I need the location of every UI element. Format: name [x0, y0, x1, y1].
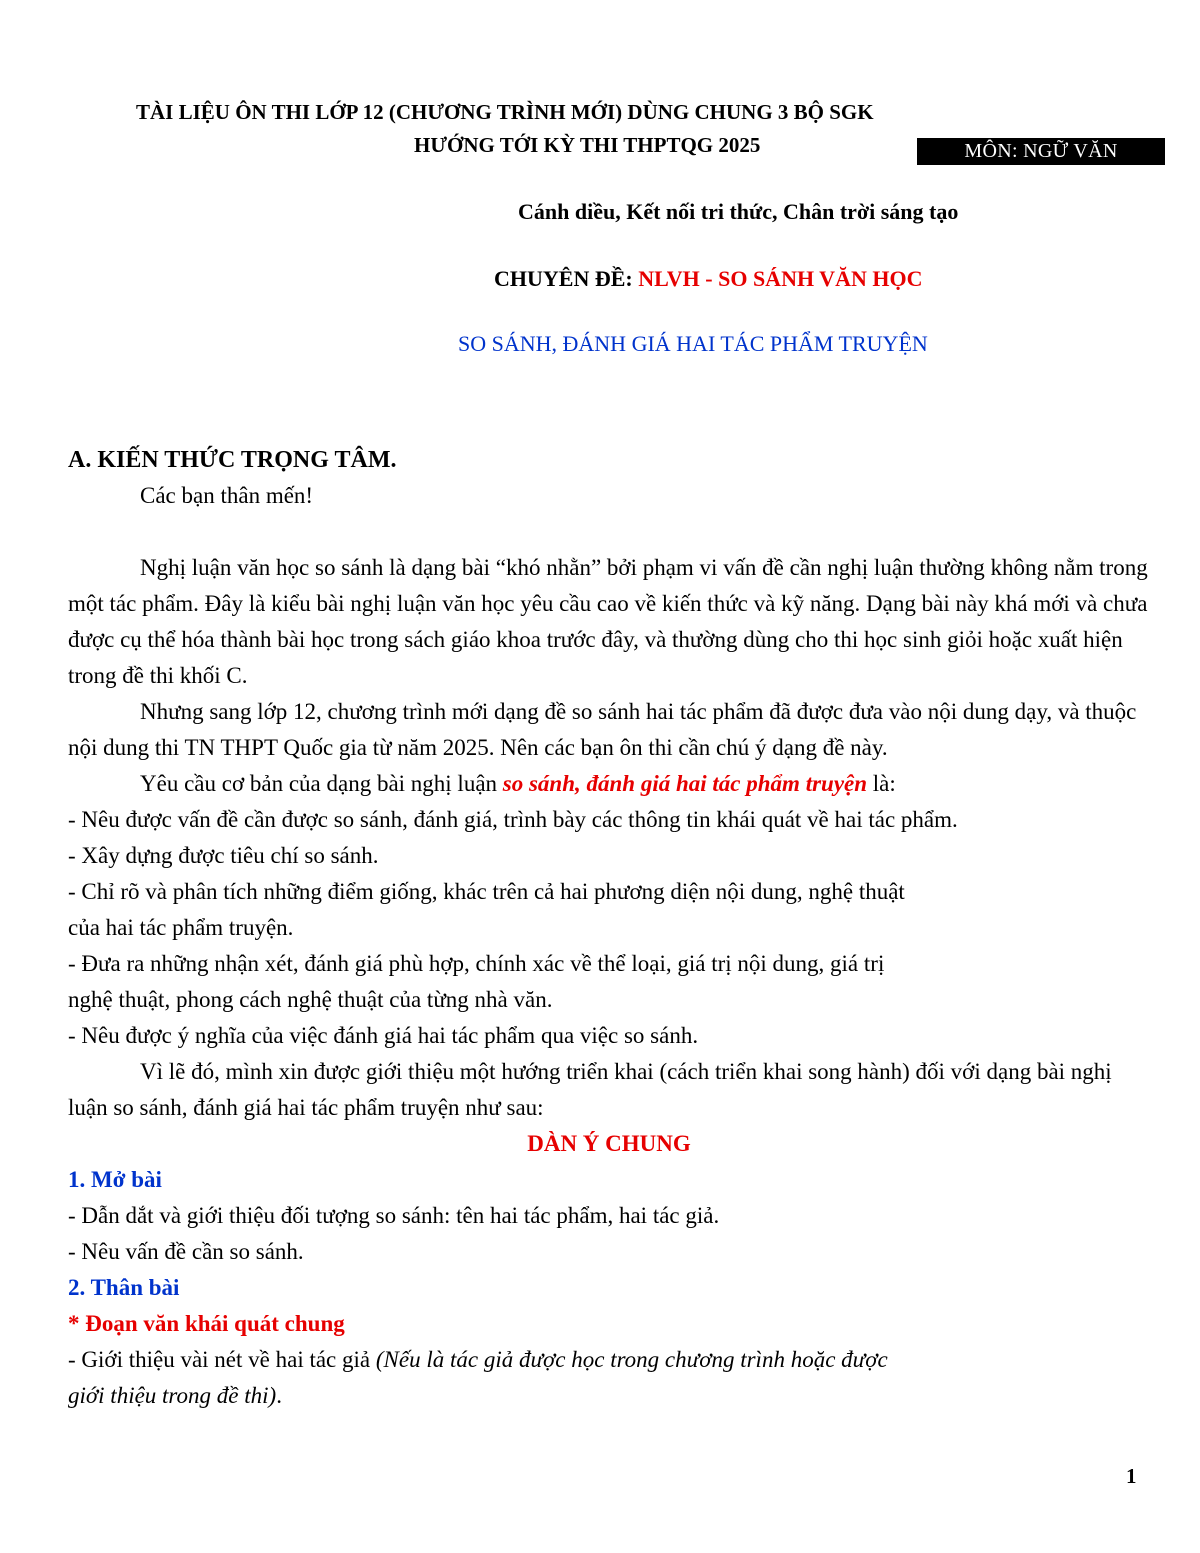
- para3-emphasis: so sánh, đánh giá hai tác phẩm truyện: [502, 771, 868, 796]
- doc-title-line1: TÀI LIỆU ÔN THI LỚP 12 (CHƯƠNG TRÌNH MỚI) DÙNG CHUNG 3 BỘ SGK: [136, 100, 874, 124]
- than-bai-item-1-cont: [68, 1378, 1150, 1414]
- blank-line: [68, 514, 1150, 550]
- topic-label: CHUYÊN ĐỀ:: [494, 266, 639, 291]
- doc-subtitle: SO SÁNH, ĐÁNH GIÁ HAI TÁC PHẨM TRUYỆN: [458, 331, 928, 356]
- page-number: 1: [1126, 1464, 1137, 1488]
- requirement-4b: nghệ thuật, phong cách nghệ thuật của từng nhà văn.: [68, 987, 553, 1012]
- requirement-5: - Nêu được ý nghĩa của việc đánh giá hai tác phẩm qua việc so sánh.: [68, 1023, 699, 1048]
- textbook-series: Cánh diều, Kết nối tri thức, Chân trời sáng tạo: [518, 199, 959, 224]
- outline-heading: DÀN Ý CHUNG: [527, 1131, 691, 1156]
- tb1-italic: (Nếu là tác giả được học trong chương trình hoặc được: [375, 1347, 888, 1372]
- paragraph-3: [68, 766, 1150, 802]
- requirement-3a: - Chỉ rõ và phân tích những điểm giống, khác trên cả hai phương diện nội dung, nghệ thuật: [68, 879, 905, 904]
- topic-value: NLVH - SO SÁNH VĂN HỌC: [638, 266, 923, 291]
- para3-before: Yêu cầu cơ bản của dạng bài nghị luận: [140, 771, 503, 796]
- section-a: [68, 442, 1150, 1414]
- than-bai-item-1: [68, 1342, 1150, 1378]
- requirement-3b: của hai tác phẩm truyện.: [68, 915, 294, 940]
- greeting: Các bạn thân mến!: [140, 483, 314, 508]
- paragraph-1: Nghị luận văn học so sánh là dạng bài “khó nhằn” bởi phạm vi vấn đề cần nghị luận thường không nằm trong một tác phẩm. Đây là kiểu bài nghị luận văn học yêu cầu cao về kiến thức và kỹ năng. Dạng bài này khá mới và chưa được cụ thể hóa thành bài học trong sách giáo khoa trước đây, và thường dùng cho thi học sinh giỏi hoặc xuất hiện trong đề thi khối C.: [68, 555, 1148, 688]
- para3-after: là:: [867, 771, 896, 796]
- subject-badge: MÔN: NGỮ VĂN: [917, 138, 1165, 165]
- section-a-heading: A. KIẾN THỨC TRỌNG TÂM.: [68, 447, 397, 473]
- mo-bai-item-2: - Nêu vấn đề cần so sánh.: [68, 1239, 304, 1264]
- mo-bai-item-1: - Dẫn dắt và giới thiệu đối tượng so sánh: tên hai tác phẩm, hai tác giả.: [68, 1203, 720, 1228]
- requirement-4a: - Đưa ra những nhận xét, đánh giá phù hợp, chính xác về thể loại, giá trị nội dung, giá trị: [68, 951, 885, 976]
- than-bai-heading: 2. Thân bài: [68, 1275, 180, 1300]
- tb1-end: .: [276, 1383, 282, 1408]
- doan-van-heading: * Đoạn văn khái quát chung: [68, 1311, 345, 1336]
- doc-title-line2: HƯỚNG TỚI KỲ THI THPTQG 2025: [414, 133, 761, 157]
- tb1-before: - Giới thiệu vài nét về hai tác giả: [68, 1347, 376, 1372]
- tb1-italic-2: giới thiệu trong đề thi): [68, 1383, 277, 1408]
- topic-line: [494, 266, 922, 292]
- paragraph-2: Nhưng sang lớp 12, chương trình mới dạng đề so sánh hai tác phẩm đã được đưa vào nội dung dạy, và thuộc nội dung thi TN THPT Quốc gia từ năm 2025. Nên các bạn ôn thi cần chú ý dạng đề này.: [68, 699, 1137, 760]
- paragraph-4: Vì lẽ đó, mình xin được giới thiệu một hướng triển khai (cách triển khai song hành) đối với dạng bài nghị luận so sánh, đánh giá hai tác phẩm truyện như sau:: [68, 1059, 1112, 1120]
- requirement-2: - Xây dựng được tiêu chí so sánh.: [68, 843, 379, 868]
- mo-bai-heading: 1. Mở bài: [68, 1167, 162, 1192]
- requirement-1: - Nêu được vấn đề cần được so sánh, đánh giá, trình bày các thông tin khái quát về hai tác phẩm.: [68, 807, 958, 832]
